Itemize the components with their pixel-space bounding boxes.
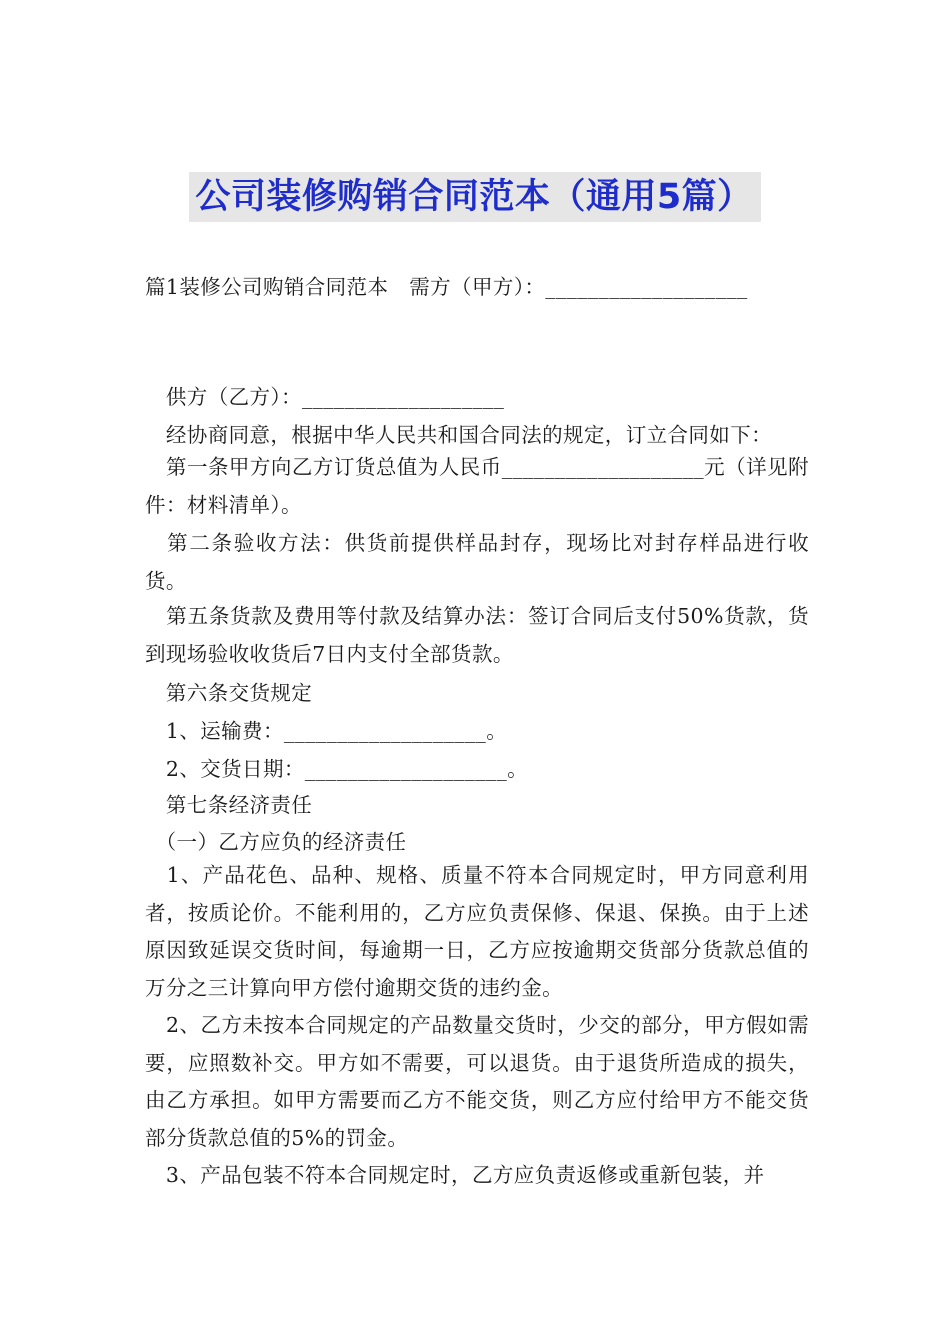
document-title: 公司装修购销合同范本（通用5篇） [189,172,760,222]
article-1-paragraph: 第一条甲方向乙方订货总值为人民币___________________元（详见附件：材料清单）。 [145,455,809,517]
liability-clause-1: 1、产品花色、品种、规格、质量不符本合同规定时，甲方同意利用者，按质论价。不能利用的，乙方应负责保修、保退、保换。由于上述原因致延误交货时间，每逾期一日，乙方应按逾期交货部分货款总值的万分之三计算向甲方偿付逾期交货的违约金。 [145,863,809,1000]
article-5-paragraph: 第五条货款及费用等付款及结算办法：签订合同后支付50%货款，货到现场验收收货后7日内支付全部货款。 [145,604,809,666]
supplier-line: 供方（乙方）：___________________ [145,385,505,409]
intro-line: 经协商同意，根据中华人民共和国合同法的规定，订立合同如下： [145,423,772,447]
liability-clause-2: 2、乙方未按本合同规定的产品数量交货时，少交的部分，甲方假如需要，应照数补交。甲方如不需要，可以退货。由于退货所造成的损失，由乙方承担。如甲方需要而乙方不能交货，则乙方应付给甲方不能交货部分货款总值的5%的罚金。 [145,1013,809,1150]
article-2-paragraph: 第二条验收方法：供货前提供样品封存，现场比对封存样品进行收货。 [145,531,809,593]
article-7-heading: 第七条经济责任 [145,793,313,817]
section-heading-line: 篇1装修公司购销合同范本 需方（甲方）：___________________ [145,275,748,299]
delivery-date-line: 2、交货日期：___________________。 [145,757,528,781]
liability-clause-3: 3、产品包装不符本合同规定时，乙方应负责返修或重新包装，并 [145,1163,765,1187]
title-block [0,172,950,222]
transport-fee-line: 1、运输费：___________________。 [145,719,508,743]
party-b-liability-heading: （一）乙方应负的经济责任 [145,830,407,854]
article-6-heading: 第六条交货规定 [145,681,313,705]
